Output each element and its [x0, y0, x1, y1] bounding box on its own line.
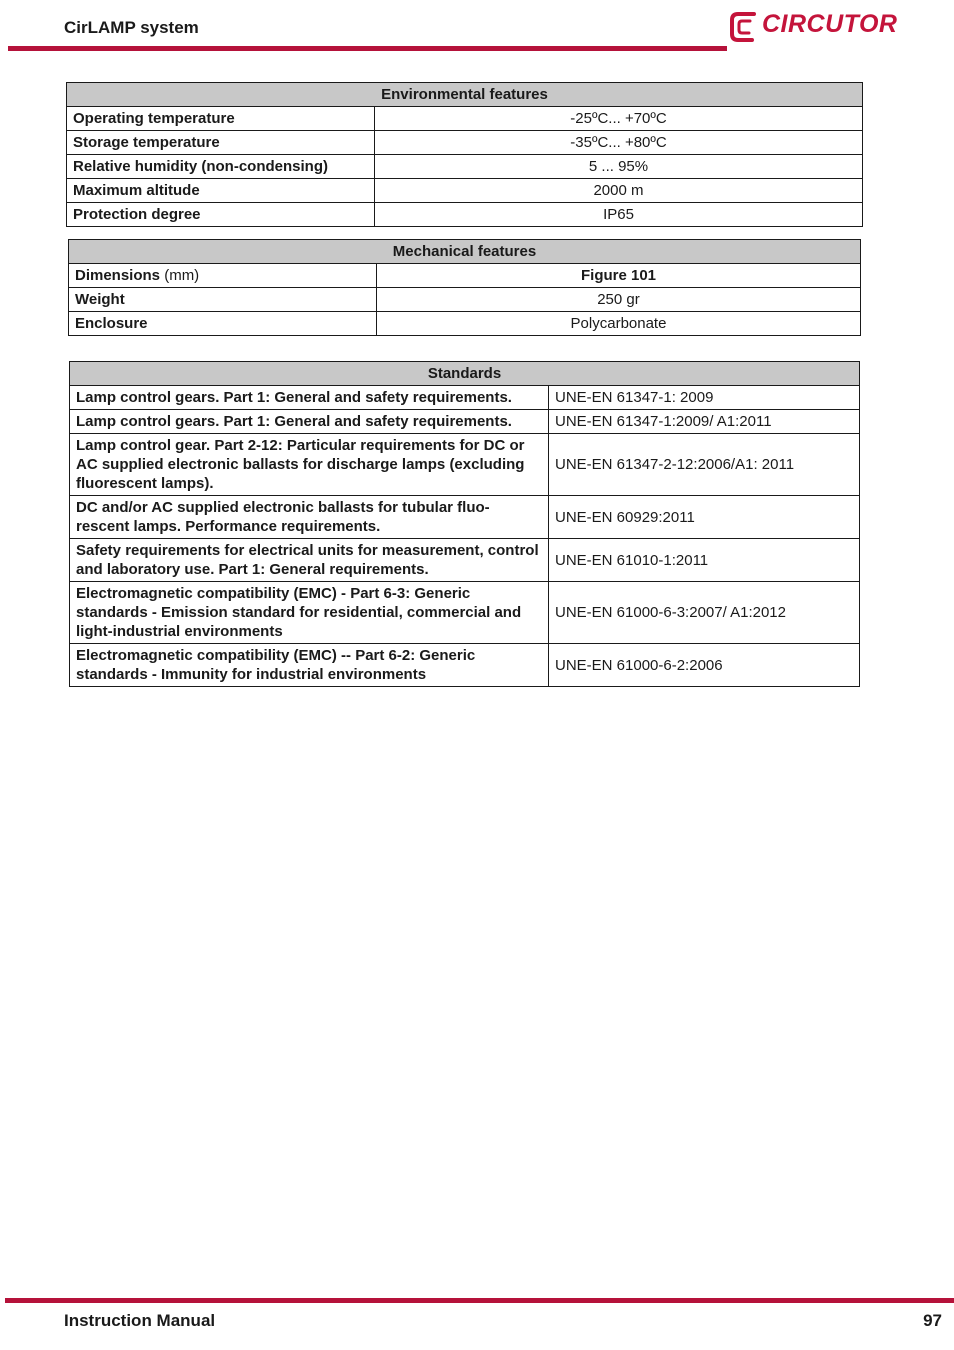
table-row: [67, 131, 863, 155]
standard-description: Electromagnetic compatibility (EMC) -- Part 6-2: Generic standards - Immunity for industrial environments: [70, 644, 549, 687]
table-row: [69, 288, 861, 312]
document-title: CirLAMP system: [64, 18, 199, 37]
table-row: [70, 582, 860, 644]
row-label-text: Dimensions: [75, 267, 161, 284]
standard-code: UNE-EN 61347-1: 2009: [549, 386, 860, 410]
standard-description: Lamp control gears. Part 1: General and safety requirements.: [70, 386, 549, 410]
footer-manual-title: Instruction Manual: [64, 1311, 216, 1330]
mechanical-features-table: [68, 239, 861, 336]
row-label: Relative humidity (non-condensing): [67, 155, 375, 179]
row-label: Operating temperature: [67, 107, 375, 131]
row-value: IP65: [375, 203, 863, 227]
standard-description: Safety requirements for electrical units for measurement, control and laboratory use. Part 1: General requirements.: [70, 539, 549, 582]
table-row: [67, 203, 863, 227]
standard-code: UNE-EN 61010-1:2011: [549, 539, 860, 582]
standard-description: Lamp control gears. Part 1: General and safety requirements.: [70, 410, 549, 434]
logo-wordmark: CIRCUTOR: [762, 10, 898, 38]
standard-description: Lamp control gear. Part 2-12: Particular requirements for DC or AC supplied electronic ballasts for discharge lamps (excluding fluorescent lamps).: [70, 434, 549, 496]
figure-reference: Figure 101: [377, 264, 861, 288]
table-row: [69, 264, 861, 288]
row-value: -35ºC... +80ºC: [375, 131, 863, 155]
row-label: [69, 264, 377, 288]
table-row: [67, 179, 863, 203]
footer-divider: [5, 1298, 954, 1303]
standard-code: UNE-EN 61347-1:2009/ A1:2011: [549, 410, 860, 434]
table-row: [69, 312, 861, 336]
row-label: Storage temperature: [67, 131, 375, 155]
table-row: [67, 155, 863, 179]
standard-description: Electromagnetic compatibility (EMC) - Part 6-3: Generic standards - Emission standard for residential, commercial and light-industrial environments: [70, 582, 549, 644]
table-row: [70, 434, 860, 496]
table-row: [67, 107, 863, 131]
standard-description: DC and/or AC supplied electronic ballasts for tubular fluo-rescent lamps. Performance requirements.: [70, 496, 549, 539]
standards-table: [69, 361, 860, 687]
row-label: Weight: [69, 288, 377, 312]
row-label: Protection degree: [67, 203, 375, 227]
header-divider: [8, 46, 727, 51]
page-number: 97: [923, 1311, 942, 1330]
standard-code: UNE-EN 61000-6-2:2006: [549, 644, 860, 687]
environmental-features-table: [66, 82, 863, 227]
row-value: -25ºC... +70ºC: [375, 107, 863, 131]
row-label: Enclosure: [69, 312, 377, 336]
row-value: 2000 m: [375, 179, 863, 203]
row-label-unit: (mm): [160, 267, 200, 284]
circutor-logo-icon: [728, 8, 760, 46]
table-row: [70, 386, 860, 410]
row-value: 5 ... 95%: [375, 155, 863, 179]
standard-code: UNE-EN 60929:2011: [549, 496, 860, 539]
table-heading: Environmental features: [67, 83, 863, 107]
row-value: Polycarbonate: [377, 312, 861, 336]
table-row: [70, 410, 860, 434]
circutor-logo: [728, 8, 908, 46]
table-heading: Standards: [70, 362, 860, 386]
table-row: [70, 539, 860, 582]
row-value: 250 gr: [377, 288, 861, 312]
table-row: [70, 496, 860, 539]
standard-code: UNE-EN 61000-6-3:2007/ A1:2012: [549, 582, 860, 644]
row-label: Maximum altitude: [67, 179, 375, 203]
table-row: [70, 644, 860, 687]
standard-code: UNE-EN 61347-2-12:2006/A1: 2011: [549, 434, 860, 496]
table-heading: Mechanical features: [69, 240, 861, 264]
